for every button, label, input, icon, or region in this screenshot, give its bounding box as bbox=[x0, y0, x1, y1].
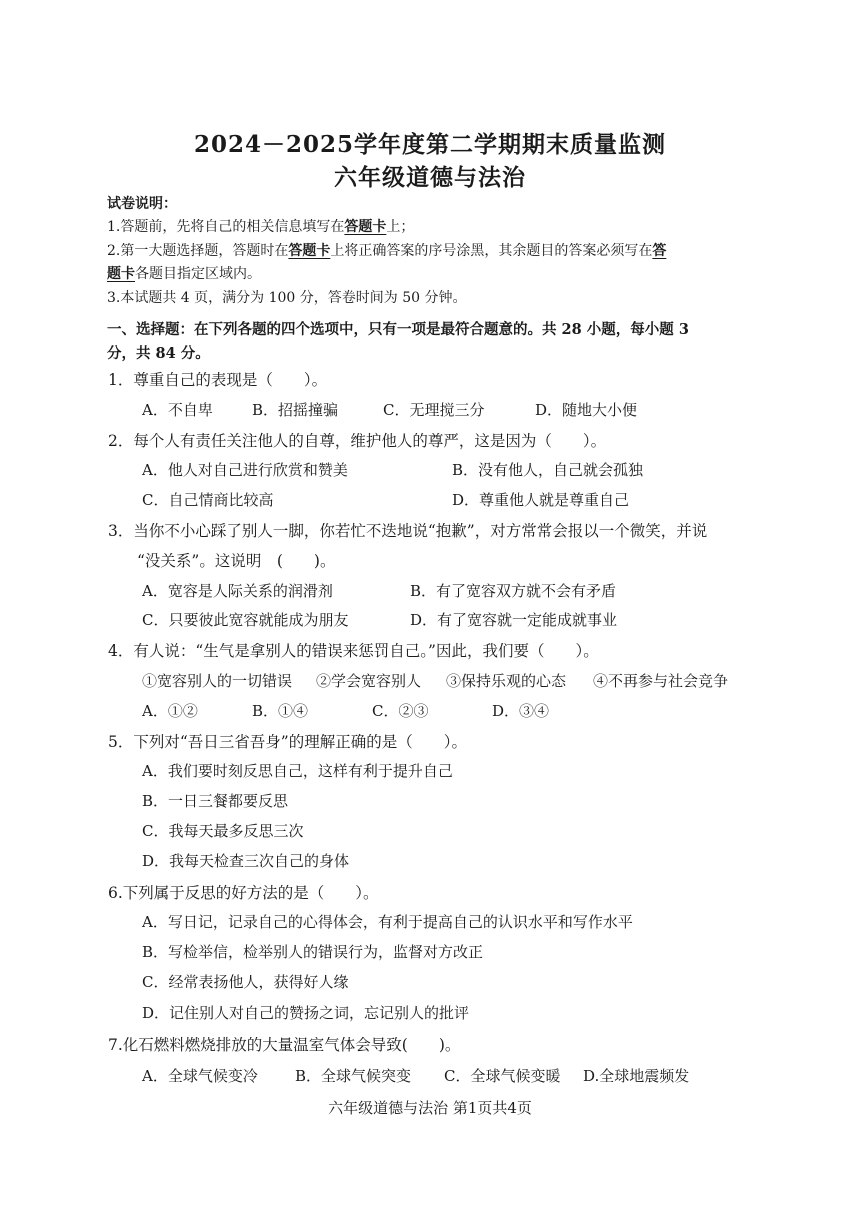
q4-statement-2: ②学会宽容别人 bbox=[316, 672, 422, 690]
instruction-text: 1.答题前，先将自己的相关信息填写在 bbox=[107, 219, 345, 235]
q2-option-b: B．没有他人，自己就会孤独 bbox=[452, 461, 644, 479]
q4-option-c: C．②③ bbox=[372, 702, 429, 720]
instruction-text: 上； bbox=[386, 219, 415, 235]
q7-option-a: A．全球气候变冷 bbox=[142, 1067, 258, 1085]
answer-sheet-emphasis: 答题卡 bbox=[344, 219, 387, 235]
q3-option-a: A．宽容是人际关系的润滑剂 bbox=[142, 582, 333, 600]
instruction-text: 各题目指定区域内。 bbox=[135, 266, 261, 282]
instruction-item-2 bbox=[107, 240, 666, 260]
question-7-stem: 7.化石燃料燃烧排放的大量温室气体会导致( )。 bbox=[108, 1036, 461, 1054]
instruction-item-2-cont bbox=[107, 263, 261, 283]
q2-option-c: C．自己情商比较高 bbox=[142, 491, 274, 509]
question-3-stem: 3．当你不小心踩了别人一脚，你若忙不迭地说“抱歉”，对方常常会报以一个微笑，并说 bbox=[108, 522, 708, 540]
question-6-stem: 6.下列属于反思的好方法的是（ ）。 bbox=[108, 884, 379, 902]
q5-option-d: D．我每天检查三次自己的身体 bbox=[142, 852, 350, 870]
q1-option-c: C．无理搅三分 bbox=[383, 401, 485, 419]
q5-option-a: A．我们要时刻反思自己，这样有利于提升自己 bbox=[142, 762, 453, 780]
q7-option-c: C．全球气候变暖 bbox=[444, 1067, 561, 1085]
q3-option-d: D．有了宽容就一定能成就事业 bbox=[410, 611, 618, 629]
q3-option-c: C．只要彼此宽容就能成为朋友 bbox=[142, 611, 349, 629]
q6-option-c: C．经常表扬他人，获得好人缘 bbox=[142, 973, 349, 991]
q4-statement-4: ④不再参与社会竞争 bbox=[593, 672, 729, 690]
page-footer: 六年级道德与法治 第1页共4页 bbox=[328, 1099, 532, 1117]
answer-sheet-emphasis: 答 bbox=[652, 243, 667, 259]
instruction-item-1 bbox=[107, 216, 414, 236]
q4-option-a: A．①② bbox=[142, 702, 198, 720]
q5-option-c: C．我每天最多反思三次 bbox=[142, 822, 304, 840]
page-subtitle: 六年级道德与法治 bbox=[334, 164, 526, 191]
q6-option-b: B．写检举信，检举别人的错误行为，监督对方改正 bbox=[142, 943, 484, 961]
q3-option-b: B．有了宽容双方就不会有矛盾 bbox=[410, 582, 617, 600]
q4-option-d: D．③④ bbox=[492, 702, 550, 720]
question-3-stem-cont: “没关系”。这说明 ( )。 bbox=[137, 552, 336, 570]
section-heading: 一、选择题：在下列各题的四个选项中，只有一项是最符合题意的。共 28 小题，每小题 3 bbox=[107, 321, 689, 338]
answer-sheet-emphasis: 题卡 bbox=[107, 266, 135, 282]
q2-option-d: D．尊重他人就是尊重自己 bbox=[452, 491, 630, 509]
question-1-stem: 1．尊重自己的表现是（ ）。 bbox=[108, 371, 328, 389]
q4-statement-3: ③保持乐观的心态 bbox=[446, 672, 567, 690]
q5-option-b: B．一日三餐都要反思 bbox=[142, 792, 289, 810]
page-title: 2024－2025学年度第二学期期末质量监测 bbox=[193, 131, 667, 158]
q4-option-b: B．①④ bbox=[252, 702, 309, 720]
instructions-heading: 试卷说明： bbox=[107, 196, 177, 212]
section-heading-cont: 分，共 84 分。 bbox=[107, 345, 210, 362]
q6-option-a: A．写日记，记录自己的心得体会，有利于提高自己的认识水平和写作水平 bbox=[142, 913, 633, 931]
q1-option-d: D．随地大小便 bbox=[535, 401, 638, 419]
question-4-stem: 4．有人说：“生气是拿别人的错误来惩罚自己。”因此，我们要（ ）。 bbox=[108, 642, 599, 660]
q7-option-b: B．全球气候突变 bbox=[295, 1067, 412, 1085]
q2-option-a: A．他人对自己进行欣赏和赞美 bbox=[142, 461, 348, 479]
q4-statement-1: ①宽容别人的一切错误 bbox=[142, 672, 293, 690]
q1-option-a: A．不自卑 bbox=[142, 401, 213, 419]
q1-option-b: B．招摇撞骗 bbox=[252, 401, 339, 419]
question-2-stem: 2．每个人有责任关注他人的自尊，维护他人的尊严，这是因为（ ）。 bbox=[108, 432, 607, 450]
instruction-text: 2.第一大题选择题，答题时在 bbox=[107, 243, 289, 259]
answer-sheet-emphasis: 答题卡 bbox=[288, 243, 331, 259]
q6-option-d: D．记住别人对自己的赞扬之词，忘记别人的批评 bbox=[142, 1004, 470, 1022]
q7-option-d: D.全球地震频发 bbox=[583, 1067, 690, 1085]
instruction-text: 上将正确答案的序号涂黑，其余题目的答案必须写在 bbox=[330, 243, 653, 259]
question-5-stem: 5．下列对“吾日三省吾身”的理解正确的是（ ）。 bbox=[108, 733, 467, 751]
instruction-item-3: 3.本试题共 4 页，满分为 100 分，答卷时间为 50 分钟。 bbox=[107, 290, 467, 306]
